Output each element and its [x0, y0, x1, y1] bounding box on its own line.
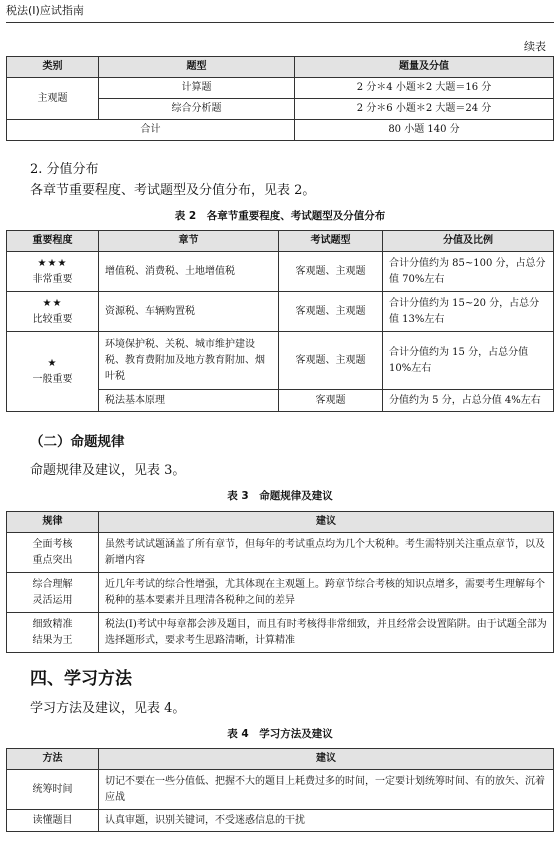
total-value: 80 小题 140 分 — [295, 120, 554, 141]
exam-type-cell: 客观题、主观题 — [279, 292, 383, 332]
column-header: 题型 — [99, 57, 295, 78]
advice-cell: 认真审题，识别关键词，不受迷惑信息的干扰 — [99, 810, 554, 832]
exam-format-table — [6, 56, 554, 141]
rule-cell — [7, 613, 99, 653]
exam-type-cell: 客观题、主观题 — [279, 252, 383, 292]
table-row — [7, 573, 554, 613]
continued-label: 续表 — [524, 40, 546, 53]
advice-cell: 虽然考试试题涵盖了所有章节，但每年的考试重点均为几个大税种。考生需特别关注重点章节，以及新增内容 — [99, 533, 554, 573]
column-header: 方法 — [7, 749, 99, 770]
chapter-cell: 环境保护税、关税、城市维护建设税、教育费附加及地方教育附加、烟叶税 — [99, 332, 279, 390]
chapter-cell: 增值税、消费税、土地增值税 — [99, 252, 279, 292]
table-row — [7, 252, 554, 292]
star-rating: ★★ — [42, 297, 63, 309]
column-header: 建议 — [99, 749, 554, 770]
column-header: 分值及比例 — [383, 231, 554, 252]
rule-label-line: 重点突出 — [32, 554, 73, 566]
table-header-row — [7, 231, 554, 252]
chapter-cell: 税法基本原理 — [99, 390, 279, 412]
score-cell: 合计分值约为 15 分，占总分值 10%左右 — [383, 332, 554, 390]
rule-label-line: 全面考核 — [32, 538, 73, 550]
section-heading-rules: （二）命题规律 — [30, 434, 125, 450]
section-intro-rules: 命题规律及建议，见表 3。 — [30, 463, 186, 478]
type-cell: 计算题 — [99, 78, 295, 99]
advice-cell: 近几年考试的综合性增强，尤其体现在主观题上。跨章节综合考核的知识点增多，需要考生理解每个税种的基本要素并且理清各税种之间的差异 — [99, 573, 554, 613]
method-cell: 统筹时间 — [7, 770, 99, 810]
rule-label-line: 灵活运用 — [32, 594, 73, 606]
type-cell: 综合分析题 — [99, 99, 295, 120]
rule-label-line: 细致精准 — [32, 618, 73, 630]
exam-type-cell: 客观题 — [279, 390, 383, 412]
header-rule — [6, 22, 554, 23]
star-rating: ★ — [47, 357, 58, 369]
table-row — [7, 810, 554, 832]
table-row — [7, 292, 554, 332]
column-header: 类别 — [7, 57, 99, 78]
advice-cell: 切记不要在一些分值低、把握不大的题目上耗费过多的时间，一定要计划统筹时间、有的放矢、沉着应战 — [99, 770, 554, 810]
importance-label: 非常重要 — [32, 273, 73, 285]
section-heading-study: 四、学习方法 — [30, 669, 132, 689]
column-header: 重要程度 — [7, 231, 99, 252]
importance-cell — [7, 332, 99, 412]
table-row — [7, 770, 554, 810]
importance-label: 一般重要 — [32, 373, 73, 385]
score-cell: 分值约为 5 分，占总分值 4%左右 — [383, 390, 554, 412]
category-cell: 主观题 — [7, 78, 99, 120]
importance-cell — [7, 292, 99, 332]
score-cell: 2 分＊4 小题＊2 大题＝16 分 — [295, 78, 554, 99]
column-header: 章节 — [99, 231, 279, 252]
table2-caption: 表 2 各章节重要程度、考试题型及分值分布 — [174, 210, 386, 222]
total-row — [7, 120, 554, 141]
column-header: 建议 — [99, 512, 554, 533]
study-methods-table — [6, 748, 554, 832]
table-header-row — [7, 57, 554, 78]
table3-caption: 表 3 命题规律及建议 — [227, 490, 333, 502]
importance-cell — [7, 252, 99, 292]
score-cell: 合计分值约为 85~100 分，占总分值 70%左右 — [383, 252, 554, 292]
table-row — [7, 78, 554, 99]
section-heading-score: 2. 分值分布 — [30, 162, 99, 177]
total-label: 合计 — [7, 120, 295, 141]
table-header-row — [7, 512, 554, 533]
advice-cell: 税法(Ⅰ)考试中每章都会涉及题目，而且有时考核得非常细致，并且经常会设置陷阱。由于试题全部为选择题形式，要求考生思路清晰，计算精准 — [99, 613, 554, 653]
score-cell: 2 分＊6 小题＊2 大题＝24 分 — [295, 99, 554, 120]
importance-label: 比较重要 — [32, 313, 73, 325]
score-cell: 合计分值约为 15~20 分，占总分值 13%左右 — [383, 292, 554, 332]
section-intro-score: 各章节重要程度、考试题型及分值分布，见表 2。 — [30, 183, 316, 198]
rule-cell — [7, 533, 99, 573]
column-header: 考试题型 — [279, 231, 383, 252]
section-intro-study: 学习方法及建议，见表 4。 — [30, 701, 186, 716]
table-row — [7, 613, 554, 653]
running-header: 税法(Ⅰ)应试指南 — [6, 4, 84, 17]
table-header-row — [7, 749, 554, 770]
rule-label-line: 综合理解 — [32, 578, 73, 590]
column-header: 题量及分值 — [295, 57, 554, 78]
chapter-cell: 资源税、车辆购置税 — [99, 292, 279, 332]
star-rating: ★★★ — [37, 257, 68, 269]
method-cell: 读懂题目 — [7, 810, 99, 832]
column-header: 规律 — [7, 512, 99, 533]
exam-rules-table — [6, 511, 554, 653]
exam-type-cell: 客观题、主观题 — [279, 332, 383, 390]
rule-cell — [7, 573, 99, 613]
rule-label-line: 结果为王 — [32, 634, 73, 646]
table-row — [7, 533, 554, 573]
table-row — [7, 332, 554, 390]
chapter-importance-table — [6, 230, 554, 412]
table4-caption: 表 4 学习方法及建议 — [227, 728, 333, 740]
